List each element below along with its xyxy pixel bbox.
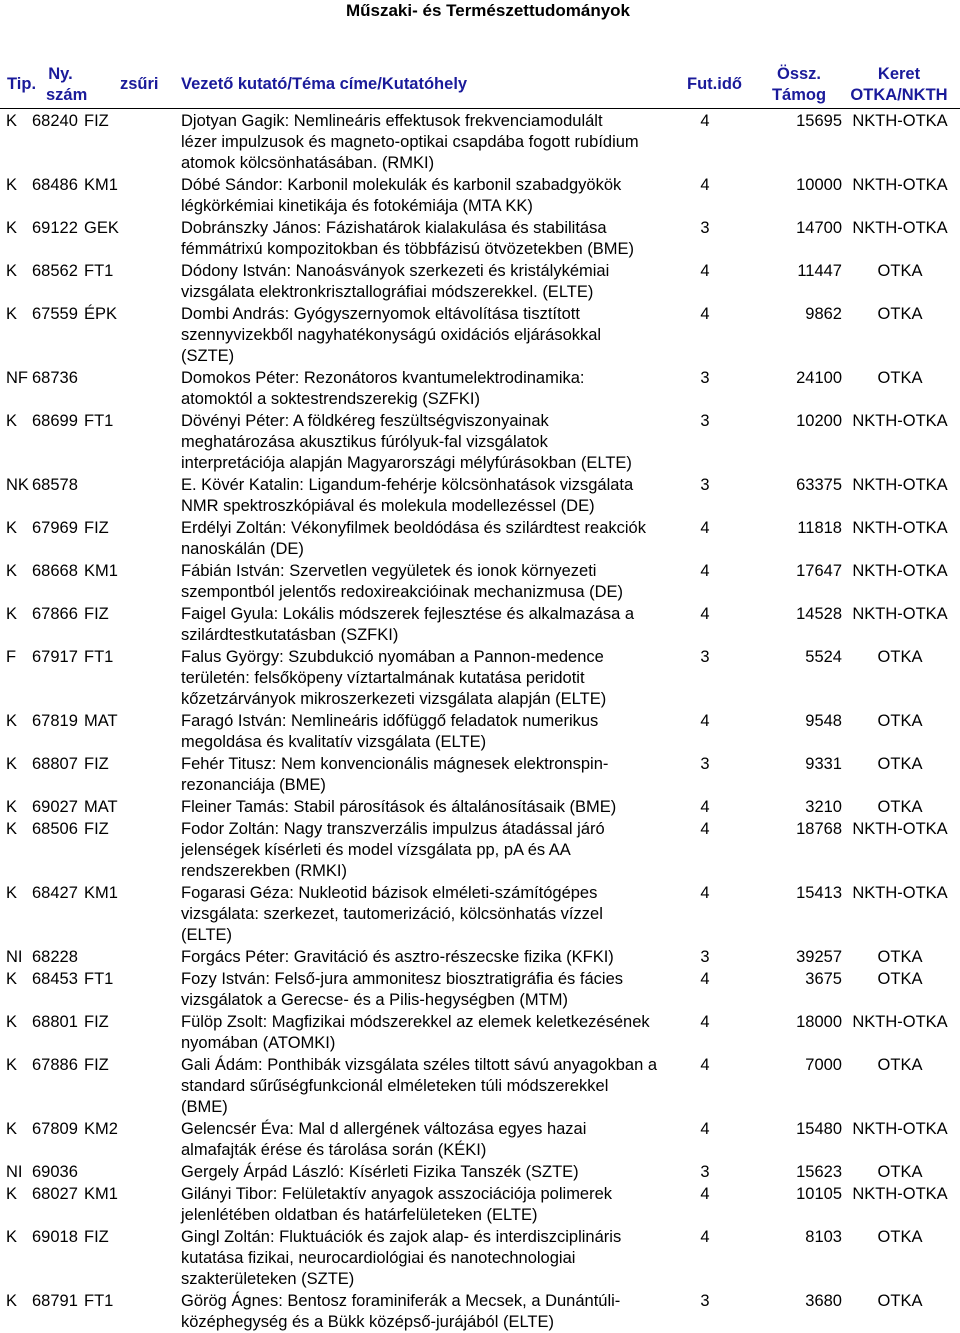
- row-title-line: Fülöp Zsolt: Magfizikai módszerekkel az elemek keletkezésének: [181, 1013, 650, 1031]
- row-title-line: Fozy István: Felső-jura ammonitesz biosztratigráfia és fácies: [181, 970, 623, 988]
- header-ossz-line2: Támog: [771, 86, 827, 104]
- row-type: K: [6, 1228, 18, 1246]
- row-title: [181, 1012, 681, 1054]
- row-duration: 4: [700, 884, 710, 902]
- row-title-line: almafajták érése és tárolása során (KÉKI): [181, 1141, 487, 1159]
- row-type: K: [6, 1120, 18, 1138]
- table-row: [0, 1162, 960, 1181]
- row-budget-source: OTKA: [877, 648, 923, 666]
- row-total-support: 11818: [797, 519, 842, 537]
- row-type: K: [6, 798, 18, 816]
- row-jury: FIZ: [84, 1056, 109, 1074]
- row-jury: KM1: [84, 562, 118, 580]
- row-duration: 4: [700, 305, 710, 323]
- row-number: 68807: [32, 755, 78, 773]
- row-duration: 4: [700, 519, 710, 537]
- row-budget-source: NKTH-OTKA: [852, 605, 948, 623]
- row-type: K: [6, 562, 18, 580]
- row-jury: FT1: [84, 262, 114, 280]
- row-jury: MAT: [84, 712, 118, 730]
- row-duration: 3: [700, 755, 710, 773]
- row-title: [181, 754, 681, 796]
- row-type: K: [6, 712, 18, 730]
- row-jury: FIZ: [84, 1013, 109, 1031]
- table-row: [0, 111, 960, 172]
- row-title-line: jelenségek kísérleti és model vízsgálata pp, pA és AA: [181, 841, 571, 859]
- row-jury: GEK: [84, 219, 119, 237]
- row-total-support: 10000: [796, 176, 842, 194]
- row-title-line: Görög Ágnes: Bentosz foraminiferák a Mecsek, a Dunántúli-: [181, 1292, 621, 1310]
- header-keret-line1: Keret: [877, 65, 921, 83]
- row-jury: FT1: [84, 1292, 114, 1310]
- row-title-line: vizsgálatok a Gerecse- és a Pilis-hegységben (MTM): [181, 991, 568, 1009]
- row-title: [181, 711, 681, 753]
- row-total-support: 18768: [796, 820, 842, 838]
- row-title: [181, 969, 681, 1011]
- row-jury: FT1: [84, 648, 114, 666]
- row-duration: 3: [700, 948, 710, 966]
- row-title-line: nyomában (ATOMKI): [181, 1034, 336, 1052]
- row-type: K: [6, 176, 18, 194]
- row-duration: 4: [700, 1013, 710, 1031]
- row-type: K: [6, 519, 18, 537]
- header-ossz-line1: Össz.: [776, 65, 822, 83]
- row-type: K: [6, 262, 18, 280]
- row-title: [181, 304, 681, 367]
- row-type: K: [6, 412, 18, 430]
- row-total-support: 15480: [796, 1120, 842, 1138]
- row-title-line: Gelencsér Éva: Mal d allergének változása egyes hazai: [181, 1120, 587, 1138]
- row-title-line: atomoktól a soktestrendszerekig (SZFKI): [181, 390, 480, 408]
- row-title-line: meghatározása akusztikus fúrólyuk-fal vizsgálatok: [181, 433, 548, 451]
- row-jury: KM1: [84, 176, 118, 194]
- row-budget-source: NKTH-OTKA: [852, 176, 948, 194]
- row-title-line: megoldása és kvalitatív vizsgálata (ELTE): [181, 733, 487, 751]
- row-budget-source: OTKA: [877, 1056, 923, 1074]
- row-title: [181, 368, 681, 410]
- row-title-line: nanoskálán (DE): [181, 540, 304, 558]
- row-title-line: Erdélyi Zoltán: Vékonyfilmek beoldódása és szilárdtest reakciók: [181, 519, 646, 537]
- row-title-line: szakterületeken (SZTE): [181, 1270, 355, 1288]
- table-header: [0, 62, 960, 108]
- table-row: [0, 1184, 960, 1224]
- row-budget-source: NKTH-OTKA: [852, 476, 948, 494]
- row-title: [181, 1162, 681, 1183]
- row-type: K: [6, 112, 18, 130]
- row-number: 67819: [32, 712, 78, 730]
- row-title-line: Faragó István: Nemlineáris időfüggő feladatok numerikus: [181, 712, 599, 730]
- row-total-support: 3680: [805, 1292, 842, 1310]
- row-budget-source: OTKA: [877, 970, 923, 988]
- row-budget-source: OTKA: [877, 1292, 923, 1310]
- row-total-support: 7000: [805, 1056, 842, 1074]
- row-budget-source: NKTH-OTKA: [852, 1120, 948, 1138]
- row-number: 68801: [32, 1013, 78, 1031]
- table-row: [0, 561, 960, 601]
- row-total-support: 3210: [805, 798, 842, 816]
- row-budget-source: NKTH-OTKA: [852, 1185, 948, 1203]
- row-budget-source: NKTH-OTKA: [852, 519, 948, 537]
- row-title-line: vizsgálata: szerkezet, tautomerizáció, kölcsönhatás vízzel: [181, 905, 603, 923]
- row-title: [181, 261, 681, 303]
- row-number: 68453: [32, 970, 78, 988]
- row-title-line: Dódony István: Nanoásványok szerkezeti és kristálykémiai: [181, 262, 610, 280]
- row-title-line: szilárdtestkutatásban (SZFKI): [181, 626, 399, 644]
- row-duration: 3: [700, 1292, 710, 1310]
- row-total-support: 18000: [796, 1013, 842, 1031]
- row-number: 68578: [32, 476, 78, 494]
- row-number: 69027: [32, 798, 78, 816]
- row-budget-source: OTKA: [877, 948, 923, 966]
- row-total-support: 39257: [796, 948, 842, 966]
- table-row: [0, 475, 960, 515]
- row-jury: FIZ: [84, 605, 109, 623]
- row-number: 68699: [32, 412, 78, 430]
- row-budget-source: NKTH-OTKA: [852, 884, 948, 902]
- row-total-support: 24100: [796, 369, 842, 387]
- row-title-line: Fehér Titusz: Nem konvencionális mágnesek elektronspin-: [181, 755, 609, 773]
- row-budget-source: OTKA: [877, 1228, 923, 1246]
- row-jury: ÉPK: [84, 305, 118, 323]
- row-title-line: (BME): [181, 1098, 228, 1116]
- row-title-line: területén: felsőköpeny víztartalmának kutatása peridotit: [181, 669, 585, 687]
- row-budget-source: NKTH-OTKA: [852, 412, 948, 430]
- table-row: [0, 218, 960, 258]
- table-row: [0, 1055, 960, 1116]
- row-title: [181, 1055, 681, 1118]
- table-row: [0, 1291, 960, 1331]
- row-title-line: kőzetzárványok mikroszerkezeti vizsgálata alapján (ELTE): [181, 690, 607, 708]
- row-title-line: (ELTE): [181, 926, 233, 944]
- table-row: [0, 883, 960, 944]
- row-duration: 3: [700, 412, 710, 430]
- row-total-support: 11447: [797, 262, 842, 280]
- row-jury: FIZ: [84, 519, 109, 537]
- row-title-line: Falus György: Szubdukció nyomában a Pannon-medence: [181, 648, 604, 666]
- row-number: 67809: [32, 1120, 78, 1138]
- header-zsuri: zsűri: [120, 75, 159, 93]
- row-budget-source: NKTH-OTKA: [852, 1013, 948, 1031]
- row-title-line: kutatása fizikai, neurocardiológiai és nanotechnologiai: [181, 1249, 576, 1267]
- row-type: K: [6, 1292, 18, 1310]
- row-title-line: középhegység és a Bükk középső-jurájából (ELTE): [181, 1313, 554, 1331]
- row-duration: 4: [700, 798, 710, 816]
- row-duration: 3: [700, 1163, 710, 1181]
- row-jury: KM1: [84, 1185, 118, 1203]
- table-row: [0, 969, 960, 1009]
- table-row: [0, 1012, 960, 1052]
- row-jury: MAT: [84, 798, 118, 816]
- table-row: [0, 261, 960, 301]
- row-type: K: [6, 1013, 18, 1031]
- row-title: [181, 797, 681, 818]
- row-type: F: [6, 648, 17, 666]
- row-budget-source: NKTH-OTKA: [852, 562, 948, 580]
- row-budget-source: OTKA: [877, 755, 923, 773]
- row-number: 68240: [32, 112, 78, 130]
- row-title-line: Gilányi Tibor: Felületaktív anyagok asszociációja polimerek: [181, 1185, 613, 1203]
- row-duration: 4: [700, 262, 710, 280]
- row-title: [181, 411, 681, 474]
- row-budget-source: OTKA: [877, 262, 923, 280]
- row-number: 68668: [32, 562, 78, 580]
- row-type: K: [6, 219, 18, 237]
- row-number: 69018: [32, 1228, 78, 1246]
- table-row: [0, 518, 960, 558]
- row-title-line: Fábián István: Szervetlen vegyületek és ionok környezeti: [181, 562, 597, 580]
- row-title-line: (SZTE): [181, 347, 235, 365]
- row-title-line: Forgács Péter: Gravitáció és asztro-részecske fizika (KFKI): [181, 948, 614, 966]
- row-number: 68427: [32, 884, 78, 902]
- row-type: NK: [6, 476, 29, 494]
- row-title-line: rezonanciája (BME): [181, 776, 326, 794]
- header-keret-line2: OTKA/NKTH: [850, 86, 948, 104]
- table-row: [0, 411, 960, 472]
- row-jury: KM2: [84, 1120, 118, 1138]
- row-duration: 4: [700, 820, 710, 838]
- row-type: K: [6, 305, 18, 323]
- row-total-support: 15695: [796, 112, 842, 130]
- row-duration: 4: [700, 1228, 710, 1246]
- row-title: [181, 218, 681, 260]
- row-title: [181, 1184, 681, 1226]
- row-title: [181, 647, 681, 710]
- row-duration: 3: [700, 476, 710, 494]
- row-title-line: Gali Ádám: Ponthibák vizsgálata széles tiltott sávú anyagokban a: [181, 1056, 658, 1074]
- header-tip: Tip.: [7, 75, 37, 93]
- row-number: 69122: [32, 219, 78, 237]
- row-type: K: [6, 884, 18, 902]
- row-title-line: Gergely Árpád László: Kísérleti Fizika Tanszék (SZTE): [181, 1163, 579, 1181]
- row-budget-source: OTKA: [877, 798, 923, 816]
- row-total-support: 10200: [796, 412, 842, 430]
- table-row: [0, 368, 960, 408]
- row-title: [181, 175, 681, 217]
- row-total-support: 15623: [796, 1163, 842, 1181]
- row-title: [181, 561, 681, 603]
- row-number: 68736: [32, 369, 78, 387]
- row-budget-source: OTKA: [877, 712, 923, 730]
- row-total-support: 14700: [796, 219, 842, 237]
- row-title-line: Dombi András: Gyógyszernyomok eltávolítása tisztított: [181, 305, 580, 323]
- row-title-line: rendszerekben (RMKI): [181, 862, 347, 880]
- row-title-line: szennyvizekből nagyhatékonyságú oxidációs eljárásokkal: [181, 326, 602, 344]
- header-vezeto: Vezető kutató/Téma címe/Kutatóhely: [181, 75, 468, 93]
- row-duration: 4: [700, 1120, 710, 1138]
- row-duration: 4: [700, 176, 710, 194]
- row-title: [181, 604, 681, 646]
- row-total-support: 8103: [805, 1228, 842, 1246]
- table-row: [0, 1119, 960, 1159]
- row-title-line: interpretációja alapján Magyarországi mélyfúrásokban (ELTE): [181, 454, 632, 472]
- row-total-support: 14528: [796, 605, 842, 623]
- row-title-line: jelenlétében oldatban és határfelületeken (ELTE): [181, 1206, 538, 1224]
- row-total-support: 63375: [796, 476, 842, 494]
- row-type: K: [6, 605, 18, 623]
- row-number: 68027: [32, 1185, 78, 1203]
- row-type: NI: [6, 1163, 23, 1181]
- row-title-line: Fodor Zoltán: Nagy transzverzális impulzus átadással járó: [181, 820, 605, 838]
- row-duration: 4: [700, 1185, 710, 1203]
- row-duration: 4: [700, 970, 710, 988]
- row-jury: FT1: [84, 412, 114, 430]
- row-jury: FIZ: [84, 1228, 109, 1246]
- row-number: 67969: [32, 519, 78, 537]
- row-jury: FIZ: [84, 755, 109, 773]
- row-total-support: 5524: [805, 648, 842, 666]
- table-row: [0, 819, 960, 880]
- row-total-support: 17647: [796, 562, 842, 580]
- row-total-support: 10105: [796, 1185, 842, 1203]
- row-title: [181, 947, 681, 968]
- row-number: 67559: [32, 305, 78, 323]
- row-jury: KM1: [84, 884, 118, 902]
- row-total-support: 3675: [805, 970, 842, 988]
- page-title: Műszaki- és Természettudományok: [345, 1, 631, 20]
- header-futido: Fut.idő: [687, 75, 742, 93]
- row-type: K: [6, 1185, 18, 1203]
- row-budget-source: NKTH-OTKA: [852, 112, 948, 130]
- row-duration: 3: [700, 648, 710, 666]
- row-number: 69036: [32, 1163, 78, 1181]
- row-title-line: Dobránszky János: Fázishatárok kialakulása és stabilitása: [181, 219, 607, 237]
- row-jury: FT1: [84, 970, 114, 988]
- row-title: [181, 111, 681, 174]
- table-row: [0, 1227, 960, 1288]
- table-row: [0, 304, 960, 365]
- row-total-support: 9331: [805, 755, 842, 773]
- row-budget-source: OTKA: [877, 1163, 923, 1181]
- row-title-line: Gingl Zoltán: Fluktuációk és zajok alap- és interdiszciplináris: [181, 1228, 622, 1246]
- row-title-line: Domokos Péter: Rezonátoros kvantumelektrodinamika:: [181, 369, 585, 387]
- row-budget-source: NKTH-OTKA: [852, 820, 948, 838]
- row-title-line: Faigel Gyula: Lokális módszerek fejlesztése és alkalmazása a: [181, 605, 635, 623]
- row-title-line: Fogarasi Géza: Nukleotid bázisok elméleti-számítógépes: [181, 884, 598, 902]
- row-jury: FIZ: [84, 820, 109, 838]
- row-jury: FIZ: [84, 112, 109, 130]
- row-type: NF: [6, 369, 28, 387]
- row-number: 68562: [32, 262, 78, 280]
- row-type: K: [6, 970, 18, 988]
- row-title-line: lézer impulzusok és magneto-optikai csapdába fogott rubídium: [181, 133, 639, 151]
- row-title: [181, 475, 681, 517]
- row-title: [181, 1119, 681, 1161]
- row-title-line: NMR spektroszkópiával és molekula modellezéssel (DE): [181, 497, 595, 515]
- row-number: 67886: [32, 1056, 78, 1074]
- row-duration: 4: [700, 712, 710, 730]
- row-title-line: szempontból jelentős redoxireakcióinak mechanizmusa (DE): [181, 583, 624, 601]
- table-row: [0, 711, 960, 751]
- table-row: [0, 947, 960, 966]
- row-title: [181, 1227, 681, 1290]
- row-title-line: vizsgálata elektronkrisztallográfiai módszerekkel. (ELTE): [181, 283, 594, 301]
- table-row: [0, 754, 960, 794]
- header-ny-line2: szám: [46, 86, 88, 104]
- row-title-line: E. Kövér Katalin: Ligandum-fehérje kölcsönhatások vizsgálata: [181, 476, 634, 494]
- row-duration: 4: [700, 562, 710, 580]
- row-duration: 3: [700, 369, 710, 387]
- row-title-line: Fleiner Tamás: Stabil párosítások és általánosításaik (BME): [181, 798, 617, 816]
- table-row: [0, 175, 960, 215]
- row-duration: 3: [700, 219, 710, 237]
- row-type: K: [6, 755, 18, 773]
- row-number: 68486: [32, 176, 78, 194]
- row-number: 67866: [32, 605, 78, 623]
- row-duration: 4: [700, 112, 710, 130]
- row-title-line: standard sűrűségfunkcionál elméleteken túli módszerekkel: [181, 1077, 609, 1095]
- row-title-line: atomok kölcsönhatásában. (RMKI): [181, 154, 435, 172]
- row-title-line: légkörkémiai kinetikája és fotokémiája (MTA KK): [181, 197, 533, 215]
- row-title-line: fémmátrixú kompozitokban és többfázisú ötvözetekben (BME): [181, 240, 635, 258]
- row-title: [181, 518, 681, 560]
- row-title-line: Dövényi Péter: A földkéreg feszültségviszonyainak: [181, 412, 549, 430]
- row-title-line: Dóbé Sándor: Karbonil molekulák és karbonil szabadgyökök: [181, 176, 622, 194]
- row-type: NI: [6, 948, 23, 966]
- row-budget-source: NKTH-OTKA: [852, 219, 948, 237]
- row-number: 68791: [32, 1292, 78, 1310]
- row-budget-source: OTKA: [877, 369, 923, 387]
- header-rule: [0, 108, 960, 109]
- row-type: K: [6, 820, 18, 838]
- table-row: [0, 797, 960, 816]
- row-number: 68228: [32, 948, 78, 966]
- header-ny-line1: Ny.: [48, 65, 73, 83]
- row-title-line: Djotyan Gagik: Nemlineáris effektusok frekvenciamodulált: [181, 112, 603, 130]
- row-budget-source: OTKA: [877, 305, 923, 323]
- row-title: [181, 883, 681, 946]
- row-total-support: 15413: [796, 884, 842, 902]
- row-number: 68506: [32, 820, 78, 838]
- row-number: 67917: [32, 648, 78, 666]
- row-title: [181, 819, 681, 882]
- table-row: [0, 647, 960, 708]
- table-row: [0, 604, 960, 644]
- row-total-support: 9548: [805, 712, 842, 730]
- row-total-support: 9862: [805, 305, 842, 323]
- row-duration: 4: [700, 1056, 710, 1074]
- row-type: K: [6, 1056, 18, 1074]
- row-duration: 4: [700, 605, 710, 623]
